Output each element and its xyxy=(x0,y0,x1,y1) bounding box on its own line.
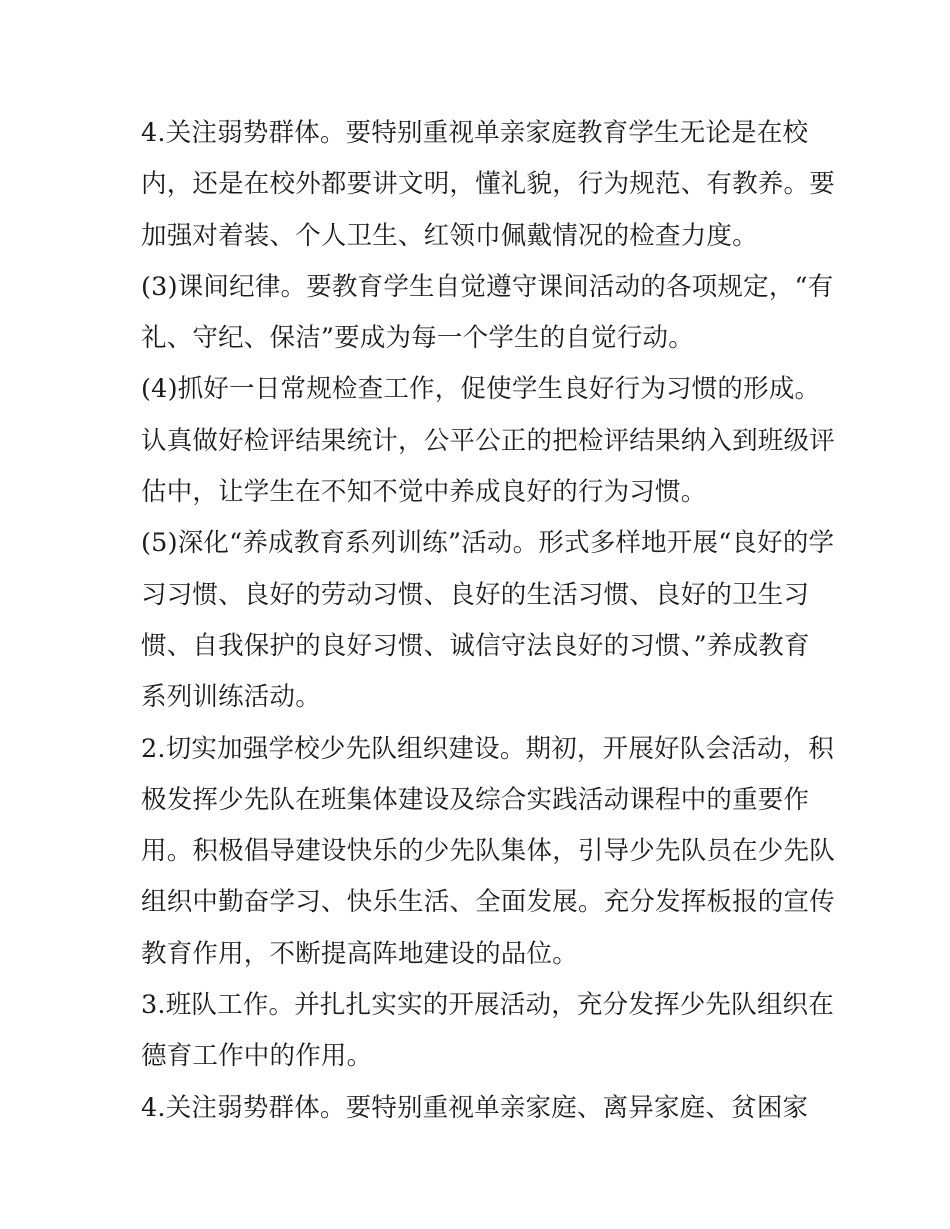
text-line: 内，还是在校外都要讲文明，懂礼貌，行为规范、有教养。要 xyxy=(141,169,835,200)
text-line: 4.关注弱势群体。要特别重视单亲家庭教育学生无论是在校 xyxy=(141,118,809,148)
text-line: 估中，让学生在不知不觉中养成良好的行为习惯。 xyxy=(141,477,707,508)
text-line: 3.班队工作。并扎扎实实的开展活动，充分发挥少先队组织在 xyxy=(141,990,834,1021)
text-line: 4.关注弱势群体。要特别重视单亲家庭、离异家庭、贫困家 xyxy=(141,1092,809,1123)
text-line: 习习惯、良好的劳动习惯、良好的生活习惯、良好的卫生习 xyxy=(141,579,810,610)
text-line: 认真做好检评结果统计，公平公正的把检评结果纳入到班级评 xyxy=(141,425,835,456)
text-line: 礼、守纪、保洁”要成为每一个学生的自觉行动。 xyxy=(141,323,694,354)
text-line: 极发挥少先队在班集体建设及综合实践活动课程中的重要作 xyxy=(141,784,810,815)
text-line: 系列训练活动。 xyxy=(141,682,321,713)
document-body xyxy=(141,108,835,1134)
text-line: 惯、自我保护的良好习惯、诚信守法良好的习惯、”养成教育 xyxy=(141,630,810,661)
text-line: 2.切实加强学校少先队组织建设。期初，开展好队会活动，积 xyxy=(141,733,834,764)
text-line: (3)课间纪律。要教育学生自觉遵守课间活动的各项规定，“有 xyxy=(141,271,834,302)
text-line: 用。积极倡导建设快乐的少先队集体，引导少先队员在少先队 xyxy=(141,836,835,867)
text-line: (4)抓好一日常规检查工作，促使学生良好行为习惯的形成。 xyxy=(141,374,821,405)
text-line: 加强对着装、个人卫生、红领巾佩戴情况的检查力度。 xyxy=(141,220,758,251)
text-line: (5)深化“养成教育系列训练”活动。形式多样地开展“良好的学 xyxy=(141,528,835,559)
text-line: 德育工作中的作用。 xyxy=(141,1041,373,1072)
text-line: 组织中勤奋学习、快乐生活、全面发展。充分发挥板报的宣传 xyxy=(141,887,835,918)
text-line: 教育作用，不断提高阵地建设的品位。 xyxy=(141,938,578,969)
